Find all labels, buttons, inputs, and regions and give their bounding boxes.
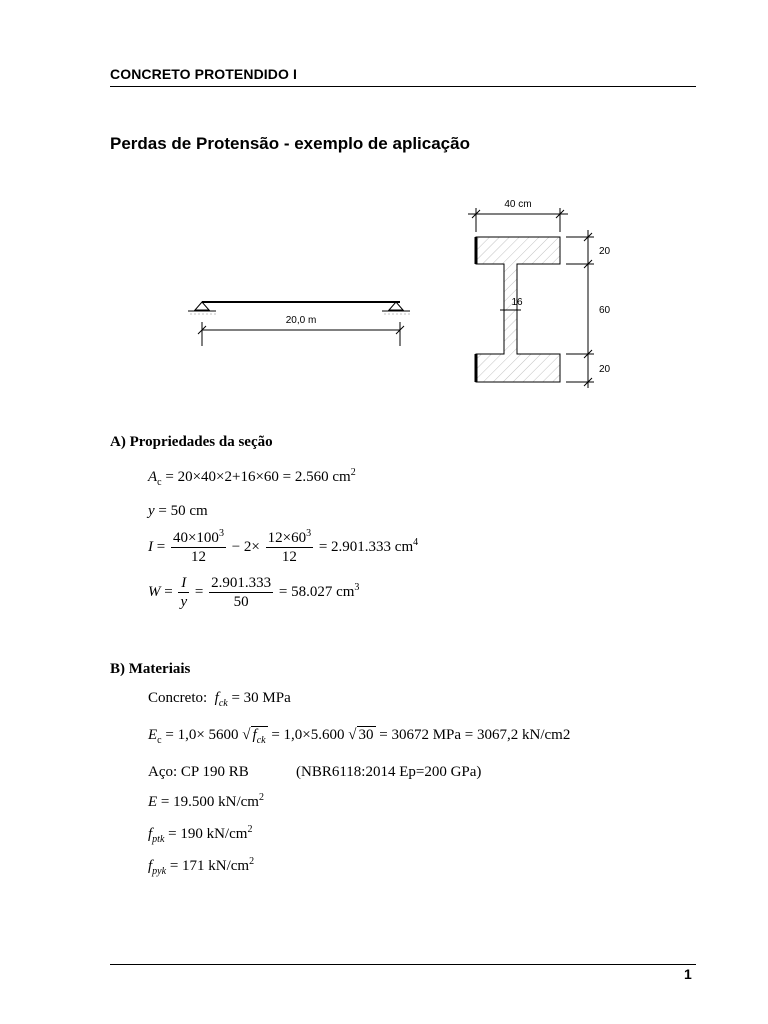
inertia-unit-exp: 4 [413, 536, 419, 548]
web-height-label: 60 [599, 305, 611, 316]
inertia-f1-den: 12 [190, 549, 206, 565]
top-flange-label: 20 [599, 246, 611, 257]
course-header: CONCRETO PROTENDIDO I [110, 66, 297, 82]
inertia-rhs: = 2.901.333 cm [318, 538, 414, 555]
page-title: Perdas de Protensão - exemplo de aplicação [110, 134, 470, 153]
e-steel-line [148, 794, 264, 811]
fpyk-unit-exp: 2 [249, 856, 255, 867]
e-value: = 19.500 kN/cm [157, 794, 259, 810]
modulus-symbol: W [148, 583, 161, 600]
page-number: 1 [684, 966, 692, 982]
ec-part2: = 1,0×5.600 [271, 727, 345, 743]
modulus-f2-den: 50 [233, 594, 249, 610]
ac-symbol: A [148, 469, 158, 485]
ec-root-num: 30 [358, 727, 374, 743]
inertia-f2-exp: 3 [306, 528, 312, 539]
footer-rule [110, 964, 696, 965]
ec-part3: = 30672 MPa = 3067,2 kN/cm2 [379, 727, 571, 743]
fpyk-line [148, 858, 254, 875]
ac-unit-exp: 2 [350, 467, 356, 478]
fpyk-value: = 171 kN/cm [166, 858, 250, 874]
steel-note: (NBR6118:2014 Ep=200 GPa) [296, 764, 482, 780]
web-width-label: 16 [511, 297, 523, 308]
y-rhs: = 50 cm [154, 503, 208, 519]
e-unit-exp: 2 [258, 792, 264, 803]
bottom-flange-label: 20 [599, 364, 611, 375]
fpyk-symbol: f [148, 858, 153, 874]
ac-subscript: c [157, 477, 162, 488]
ec-subscript: c [157, 735, 162, 746]
ec-formula [148, 727, 570, 744]
e-symbol: E [148, 794, 158, 810]
y-symbol: y [148, 503, 155, 519]
modulus-f1-num: I [181, 575, 187, 591]
ec-root-1: √ $f_{ck}$ [242, 727, 266, 746]
inertia-f1-exp: 3 [218, 528, 224, 539]
modulus-formula [148, 574, 359, 611]
fptk-line [148, 826, 252, 843]
fptk-unit-exp: 2 [247, 824, 253, 835]
inertia-f2-num: 12×60 [267, 530, 307, 546]
inertia-symbol: I [148, 538, 153, 555]
inertia-f1-num: 40×100 [172, 530, 219, 546]
modulus-eq: = [164, 583, 173, 600]
flange-width-label: 40 cm [504, 199, 532, 210]
y-formula [148, 503, 208, 520]
steel-label: Aço: CP 190 RB [148, 764, 249, 780]
fck-symbol: f [214, 690, 219, 706]
inertia-mid: − 2× [231, 538, 260, 555]
modulus-fraction-2 [209, 574, 273, 611]
inertia-eq: = [156, 538, 166, 555]
modulus-fraction-1 [178, 574, 189, 611]
fck-subscript: ck [218, 698, 228, 709]
header-rule [110, 86, 696, 87]
fpyk-subscript: pyk [152, 866, 167, 877]
modulus-f2-num: 2.901.333 [211, 575, 272, 591]
ec-part1: = 1,0× 5600 [165, 727, 239, 743]
ec-root-f: f [252, 727, 257, 743]
inertia-formula [148, 529, 418, 566]
fptk-value: = 190 kN/cm [164, 826, 248, 842]
concrete-line [148, 690, 291, 707]
ac-formula [148, 469, 356, 486]
beam-span-label: 20,0 m [285, 315, 317, 326]
fck-value: = 30 MPa [227, 690, 291, 706]
inertia-fraction-2 [266, 529, 313, 566]
modulus-f1-den: y [180, 594, 188, 610]
ec-symbol: E [148, 727, 158, 743]
section-b-heading: B) Materiais [110, 661, 191, 677]
section-a-heading: A) Propriedades da seção [110, 434, 273, 450]
modulus-eq2: = [194, 583, 204, 600]
modulus-unit-exp: 3 [354, 581, 360, 593]
inertia-f2-den: 12 [281, 549, 297, 565]
ec-root-sub: ck [256, 735, 266, 746]
fptk-subscript: ptk [152, 834, 165, 845]
beam-figure [170, 190, 630, 400]
ac-rhs: = 20×40×2+16×60 = 2.560 cm [165, 469, 351, 485]
steel-line [148, 764, 249, 781]
modulus-rhs: = 58.027 cm [278, 583, 355, 600]
fptk-symbol: f [148, 826, 153, 842]
concrete-label: Concreto: [148, 690, 208, 706]
inertia-fraction-1 [171, 529, 226, 566]
ec-root-2: √ 30 [348, 727, 374, 743]
